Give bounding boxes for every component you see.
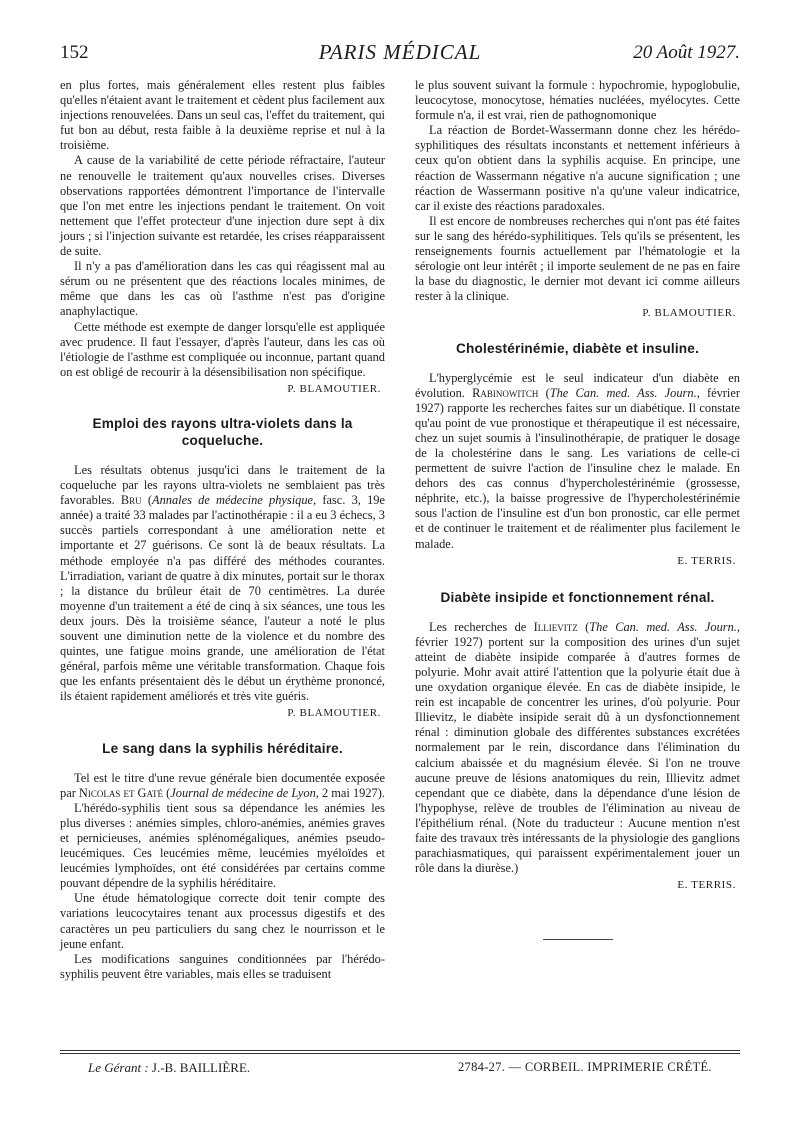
footer-divider — [60, 1053, 740, 1054]
footer-printer: 2784-27. — CORBEIL. IMPRIMERIE CRÉTÉ. — [458, 1060, 712, 1074]
author-name: Nicolas et Gaté — [78, 785, 164, 800]
manager-name: J.-B. BAILLIÈRE. — [151, 1060, 251, 1075]
text-run: , février 1927) portent sur la composition des urines d'un sujet atteint de diabète insipide comparée à d'autres formes de polyurie. Mohr avait attiré l'attention que la polyurie était due à une oxydation organique élevée. En cas de diabète insipide, le rein est incapable de concentrer les urines, d'où polyurie. Pour Illievitz, le diabète insipide serait dû à un dysfonctionnement rénal : diminution globale des différentes substances excrétées normalement par le rein, discordance dans l'élimination du calcium abaissée et du magnésium élevée. Si l'on ne trouve aucune preuve de lésions anatomiques du rein, Illievitz admet cependant que ce diabète, dans la dépendance d'une lésion de l'hypophyse, relève de troubles de l'élimination au niveau de l'épithélium rénal. (Note du traducteur : Aucune mention n'est faite des travaux très intéressants de la physiologie des ganglions parachiasmatiques, qui paraissent expérimentalement jouer un rôle dans la diurèse.) — [415, 619, 741, 876]
signature: P. BLAMOUTIER. — [287, 382, 381, 395]
section-title: Diabète insipide et fonctionnement rénal. — [440, 589, 715, 605]
paragraph — [415, 371, 740, 552]
left-column — [60, 78, 385, 982]
text-run: ( — [577, 619, 590, 634]
manager-label: Le Gérant : — [88, 1060, 152, 1075]
text-run: ( — [538, 385, 550, 400]
text-run: ( — [163, 785, 171, 800]
signature: P. BLAMOUTIER. — [642, 307, 736, 320]
section-title: Le sang dans la syphilis héréditaire. — [102, 740, 343, 756]
paragraph: Cette méthode est exempte de danger lorsqu'elle est appliquée avec prudence. Il faut l'essayer, d'après l'auteur, dans les cas où l'étiologie de l'asthme est compliquée ou inconnue, partant quand on est obligé de recourir à la désensibilisation non spécifique. — [60, 319, 385, 379]
right-column — [415, 78, 740, 940]
journal-reference: Annales de médecine physique — [152, 493, 314, 508]
running-head — [60, 40, 740, 70]
section-title: Cholestérinémie, diabète et insuline. — [455, 340, 700, 356]
text-run: ( — [141, 493, 153, 508]
signature: E. TERRIS. — [677, 554, 736, 567]
journal-reference: The Can. med. Ass. Journ. — [549, 385, 697, 400]
paragraph: en plus fortes, mais généralement elles restent plus faibles qu'elles n'étaient avant le traitement et cèdent plus facilement aux injections renouvelées. Dans un seul cas, l'effet du traitement, qui fut bon au début, resta faible à la deuxième reprise et nul à la troisième. — [60, 78, 385, 153]
text-run: , fasc. 3, 19e année) a traité 33 malades par l'actinothérapie : il a eu 3 échecs, 3 succès partiels correspondant à une amélioration nette et importante et 27 guérisons. Ce sont là de beaux résultats. La méthode employée n'a pas différé des méthodes courantes. L'irradiation, variant de quatre à dix minutes, portait sur le thorax ; la distance du brûleur était de 70 centimètres. La durée moyenne d'un traitement a été de cinq à six séances, une tous les deux jours. Dès la troisième séance, l'auteur a noté le plus souvent une diminution nette de la violence et du nombre des quintes, une fatigue moins grande, une amélioration de l'état général, parfois même une véritable transformation. Chaque fois que les enfants présentaient dès le début un érythème prononcé, ils étaient rapidement améliorés et très vite guéris. — [60, 493, 385, 704]
paragraph — [60, 463, 385, 705]
paragraph — [415, 620, 740, 877]
footer-manager — [88, 1060, 250, 1076]
text-run: L'hyperglycémie est le seul indicateur d'un diabète en évolution. — [415, 370, 740, 400]
author-name: Illievitz — [533, 619, 578, 634]
author-name: Bru — [120, 493, 142, 508]
journal-title: PARIS MÉDICAL — [318, 40, 482, 64]
text-run: , 2 mai 1927). — [315, 785, 385, 800]
text-run: Les résultats obtenus jusqu'ici dans le traitement de la coqueluche par les rayons ultra-violets ne semblaient pas très favorables. — [60, 462, 385, 508]
text-run: Tel est le titre d'une revue générale bien documentée exposée par — [60, 770, 385, 800]
issue-date: 20 Août 1927. — [633, 42, 740, 63]
paragraph: La réaction de Bordet-Wassermann donne chez les hérédo-syphilitiques des résultats inconstants et nettement inférieurs à ceux qu'on obtient dans la syphilis acquise. En principe, une réaction de Wassermann négative n'a aucune signification ; une réaction de Wassermann positive n'a qu'une valeur indicatrice, car il existe des réactions paradoxales. — [415, 123, 740, 213]
paragraph: Il n'y a pas d'amélioration dans les cas qui réagissent mal au sérum ou ne présentent que des réactions locales minimes, de même que dans les cas où l'asthme n'est pas d'origine anaphylactique. — [60, 259, 385, 319]
end-rule — [543, 939, 613, 940]
paragraph: le plus souvent suivant la formule : hypochromie, hypoglobulie, leucocytose, monocytose, hématies nucléées, myélocytes. Cette formule n'a, il est vrai, rien de pathognomonique — [415, 78, 740, 123]
signature: E. TERRIS. — [677, 879, 736, 892]
journal-reference: Journal de médecine de Lyon — [170, 785, 316, 800]
journal-page — [60, 40, 740, 1130]
section-title: Emploi des rayons ultra-violets dans la coqueluche. — [92, 415, 353, 448]
paragraph: Les modifications sanguines conditionnées par l'hérédo-syphilis peuvent être variables, mais elles se traduisent — [60, 951, 385, 981]
paragraph: L'hérédo-syphilis tient sous sa dépendance les anémies les plus diverses : anémies simples, chloro-anémies, anémies graves et pernicieuses, anémies splénomégaliques, anémies pseudo-leucémiques. Ces leucémies même, leucémies myéloïdes et leucémies lymphoïdes, ont été considérées par certains comme pouvant dépendre de la syphilis héréditaire. — [60, 800, 385, 891]
journal-reference: The Can. med. Ass. Journ. — [589, 619, 737, 634]
paragraph — [60, 771, 385, 801]
footer-divider — [60, 1050, 740, 1051]
text-run: , février 1927) rapporte les recherches faites sur un diabétique. Il constate qu'au point de vue pronostique et thérapeutique il est nécessaire, chez un sujet soumis à l'insulinothérapie, de pratiquer le dosage de la cholestérine dans le sang. Les variations de celle-ci permettent de suivre l'action de l'insuline chez le malade. En dehors des cas connus d'hypercholestérinémie (grossesse, néphrite, etc.), la baisse progressive de l'hypercholestérinémie sous l'action de l'insuline est d'un bon pronostic, car elle permet et de continuer le traitement et de réalimenter plus facilement le malade. — [415, 385, 741, 551]
paragraph: Il est encore de nombreuses recherches qui n'ont pas été faites sur le sang des hérédo-syphilitiques. Tels qu'ils se présentent, les renseignements fournis actuellement par l'hématologie et la sérologie ont leur intérêt ; il importe seulement de ne pas en faire la base du diagnostic, le dernier mot devant ici comme ailleurs rester à la clinique. — [415, 213, 740, 304]
paragraph: A cause de la variabilité de cette période réfractaire, l'auteur ne renouvelle le traitement qu'aux nouvelles crises. Diverses observations rapportées démontrent l'importance de l'intervalle que l'on met entre les injections pendant le traitement. On voit nettement que l'effet protecteur d'une injection dure sept à dix jours ; si l'injection suivante est retardée, les crises réapparaissent de suite. — [60, 153, 385, 259]
page-number: 152 — [60, 42, 89, 63]
signature: P. BLAMOUTIER. — [287, 707, 381, 720]
paragraph: Une étude hématologique correcte doit tenir compte des variations leucocytaires tenant aux processus digestifs et des caractères un peu particuliers du sang chez le nourrisson et le jeune enfant. — [60, 891, 385, 951]
text-run: Les recherches de — [429, 619, 534, 634]
author-name: Rabinowitch — [472, 385, 539, 400]
